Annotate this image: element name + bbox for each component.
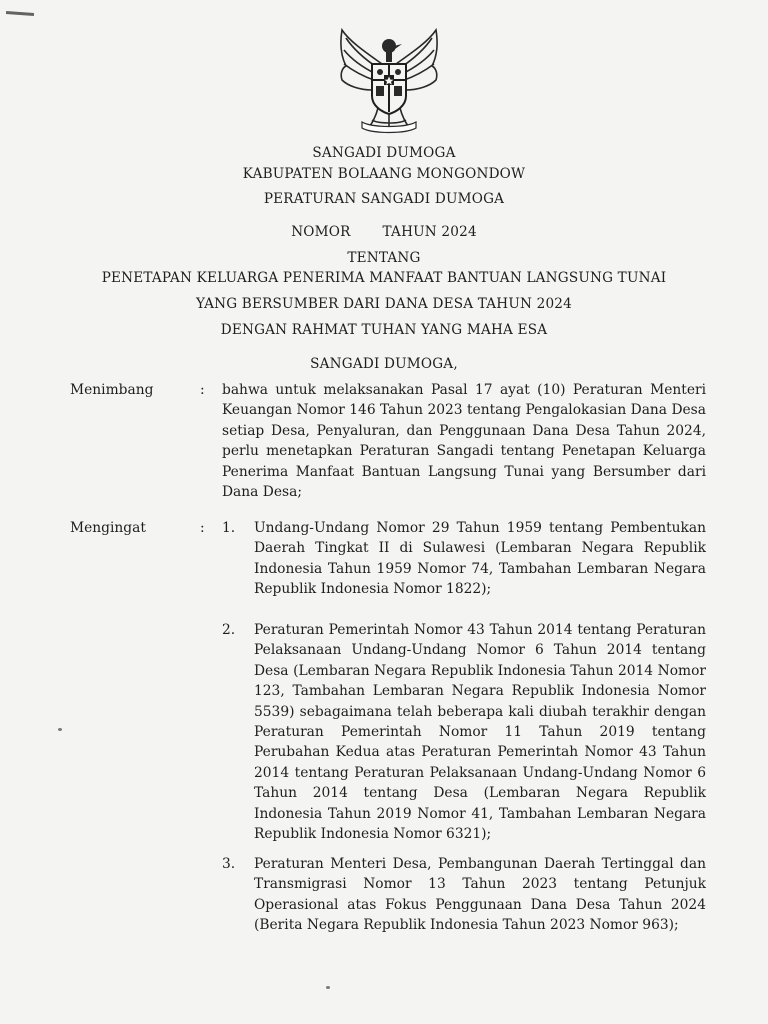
mengingat-label: Mengingat xyxy=(70,520,146,536)
header-line2: KABUPATEN BOLAANG MONGONDOW xyxy=(242,166,526,182)
mengingat-colon: : xyxy=(200,520,205,536)
issuer-line: SANGADI DUMOGA, xyxy=(310,356,458,372)
tentang-heading: TENTANG xyxy=(347,250,421,266)
mengingat-item-text: Peraturan Menteri Desa, Pembangunan Daerah Tertinggal dan Transmigrasi Nomor 13 Tahun 2023 tentang Petunjuk Operasional atas Fokus Penggunaan Dana Desa Tahun 2024 (Berita Negara Republik Indonesia Tahun 2023 Nomor 963); xyxy=(254,856,706,934)
garuda-emblem-icon xyxy=(332,24,446,140)
item-number: 3. xyxy=(222,856,236,872)
rahmat-line: DENGAN RAHMAT TUHAN YANG MAHA ESA xyxy=(220,322,548,338)
menimbang-colon: : xyxy=(200,382,205,398)
header-line1: SANGADI DUMOGA xyxy=(312,145,456,161)
scan-speck xyxy=(326,986,330,989)
item-number: 2. xyxy=(222,622,236,638)
mengingat-item-text: Undang-Undang Nomor 29 Tahun 1959 tentang Pembentukan Daerah Tingkat II di Sulawesi (Lembaran Negara Republik Indonesia Tahun 1959 Nomor 74, Tambahan Lembaran Negara Republik Indonesia Nomor 1822); xyxy=(254,520,706,598)
nomor-label: NOMOR xyxy=(291,224,351,240)
scan-mark xyxy=(6,11,34,16)
tahun-label: TAHUN 2024 xyxy=(382,224,477,240)
nomor-line xyxy=(0,224,768,240)
mengingat-item-text: Peraturan Pemerintah Nomor 43 Tahun 2014 tentang Peraturan Pelaksanaan Undang-Undang Nomor 6 Tahun 2014 tentang Desa (Lembaran Negara Republik Indonesia Tahun 2014 Nomor 123, Tambahan Lembaran Negara Republik Indonesia Nomor 5539) sebagaimana telah beberapa kali diubah terakhir dengan Peraturan Pemerintah Nomor 11 Tahun 2019 tentang Perubahan Kedua atas Peraturan Pemerintah Nomor 43 Tahun 2014 tentang Peraturan Pelaksanaan Undang-Undang Nomor 6 Tahun 2014 tentang Desa (Lembaran Negara Republik Indonesia Tahun 2019 Nomor 41, Tambahan Lembaran Negara Republik Indonesia Nomor 6321); xyxy=(254,622,706,843)
subject-line2: YANG BERSUMBER DARI DANA DESA TAHUN 2024 xyxy=(195,296,573,312)
scan-speck xyxy=(58,728,62,731)
regulation-title: PERATURAN SANGADI DUMOGA xyxy=(263,191,505,207)
menimbang-label: Menimbang xyxy=(70,382,154,398)
menimbang-text: bahwa untuk melaksanakan Pasal 17 ayat (10) Peraturan Menteri Keuangan Nomor 146 Tahun 2023 tentang Pengalokasian Dana Desa setiap Desa, Penyaluran, dan Penggunaan Dana Desa Tahun 2024, perlu menetapkan Peraturan Sangadi tentang Penetapan Keluarga Penerima Manfaat Bantuan Langsung Tunai yang Bersumber dari Dana Desa; xyxy=(222,382,706,501)
subject-line1: PENETAPAN KELUARGA PENERIMA MANFAAT BANTUAN LANGSUNG TUNAI xyxy=(101,270,667,286)
item-number: 1. xyxy=(222,520,236,536)
